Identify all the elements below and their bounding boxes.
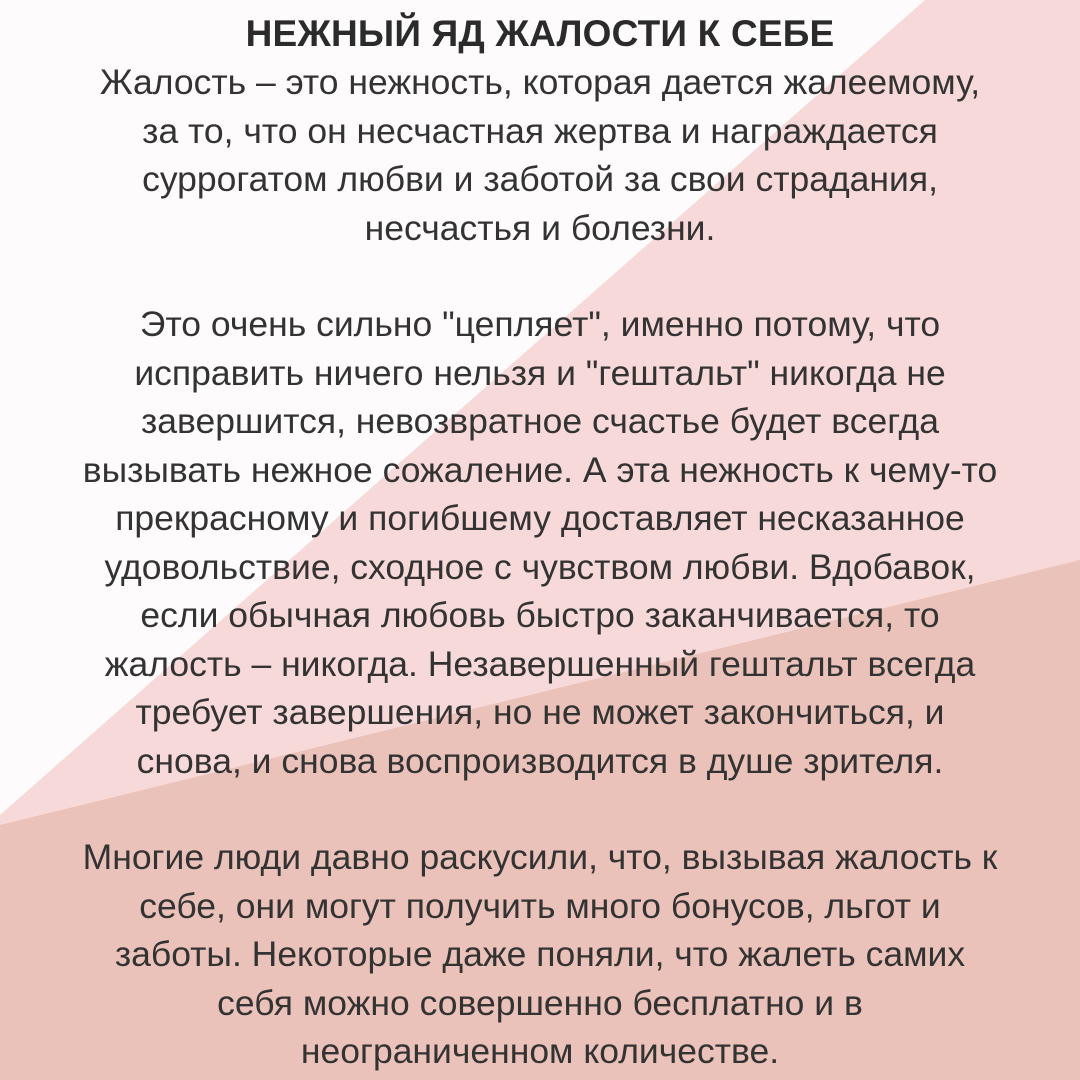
paragraph-line: заботы. Некоторые даже поняли, что жалеть самих xyxy=(114,934,966,974)
paragraph-line: снова, и снова воспроизводится в душе зрителя. xyxy=(136,740,944,781)
paragraph-3 xyxy=(10,833,1070,1076)
paragraph-line: удовольствие, сходное с чувством любви. Вдобавок, xyxy=(104,546,976,587)
paragraph-line: несчастья и болезни. xyxy=(364,207,716,248)
paragraph-line: завершится, невозвратное счастье будет всегда xyxy=(140,401,940,441)
paragraph-line: неограниченном количестве. xyxy=(300,1031,780,1071)
page-title: НЕЖНЫЙ ЯД ЖАЛОСТИ К СЕБЕ xyxy=(245,13,835,54)
paragraph-line: прекрасному и погибшему доставляет несказанное xyxy=(115,498,965,538)
paragraph-line: Это очень сильно "цепляет", именно потому, что xyxy=(139,304,941,344)
paragraph-line: Жалость – это нежность, которая дается жалеемому, xyxy=(99,62,981,102)
paragraph-line: жалость – никогда. Незавершенный гештальт всегда xyxy=(104,643,976,684)
paragraph-2 xyxy=(10,300,1070,785)
paragraph-line: суррогатом любви и заботой за свои страдания, xyxy=(142,159,938,199)
paragraph-line: требует завершения, но не может закончиться, и xyxy=(135,692,945,732)
paragraph-line: Многие люди давно раскусили, что, вызывая жалость к xyxy=(82,837,998,877)
paragraph-1 xyxy=(10,58,1070,252)
paragraph-line: вызывать нежное сожаление. А эта нежность к чему-то xyxy=(82,449,998,490)
paragraph-line: за то, что он несчастная жертва и награждается xyxy=(142,110,938,151)
paragraph-line: себе, они могут получить много бонусов, льгот и xyxy=(139,885,941,926)
paragraph-line: себя можно совершенно бесплатно и в xyxy=(217,982,863,1023)
paragraph-line: если обычная любовь быстро заканчивается, то xyxy=(140,595,940,635)
paragraph-line: исправить ничего нельзя и "гештальт" никогда не xyxy=(134,352,946,393)
